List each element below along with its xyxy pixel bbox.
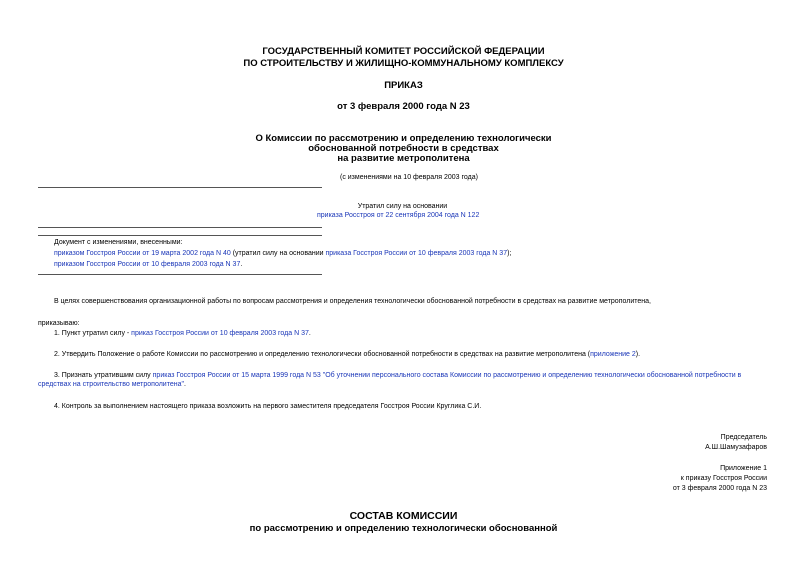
paragraph-link[interactable]: приложение 2 (590, 351, 636, 358)
amendment-item-2 (54, 260, 242, 269)
signature-name: А.Ш.Шамузафаров (705, 444, 767, 451)
document-title-line2: обоснованной потребности в средствах (308, 143, 499, 154)
void-notice-text: Утратил силу на основании (357, 203, 448, 210)
paragraph-3-continued (38, 380, 186, 389)
paragraph-3 (54, 371, 741, 380)
paragraph-1 (54, 329, 311, 338)
agency-name-line1: ГОСУДАРСТВЕННЫЙ КОМИТЕТ РОССИЙСКОЙ ФЕДЕРАЦИИ (262, 46, 545, 57)
divider (38, 227, 322, 228)
paragraph-text: 2. Утвердить Положение о работе Комиссии по рассмотрению и определению технологически обоснованной потребности в средствах на развитие метрополитена ( (54, 351, 591, 358)
paragraph-link[interactable]: средствах на строительство метрополитена" (38, 381, 184, 388)
paragraph-text: 1. Пункт утратил силу - (54, 330, 132, 337)
appendix-title: СОСТАВ КОМИССИИ (349, 510, 458, 522)
divider (38, 235, 322, 236)
divider (38, 274, 322, 275)
signature-role: Председатель (720, 434, 767, 441)
appendix-reference: к приказу Госстроя России (680, 475, 767, 482)
document-date-number: от 3 февраля 2000 года N 23 (337, 101, 470, 112)
amendment-text: (утратил силу на основании (230, 250, 326, 257)
paragraph-link[interactable]: приказ Госстроя России от 10 февраля 2003 года N 37 (131, 330, 309, 337)
appendix-date: от 3 февраля 2000 года N 23 (672, 485, 767, 492)
document-type: ПРИКАЗ (384, 80, 423, 91)
paragraph-text: 3. Признать утратившим силу (54, 372, 153, 379)
amendment-link[interactable]: приказом Госстроя России от 19 марта 2002 года N 40 (54, 250, 231, 257)
agency-name-line2: ПО СТРОИТЕЛЬСТВУ И ЖИЛИЩНО-КОММУНАЛЬНОМУ КОМПЛЕКСУ (243, 58, 564, 69)
paragraph-2 (54, 350, 640, 359)
appendix-subtitle: по рассмотрению и определению технологически обоснованной (249, 523, 558, 534)
amendment-link[interactable]: приказом Госстроя России от 10 февраля 2003 года N 37 (54, 261, 241, 268)
preamble: В целях совершенствования организационной работы по вопросам рассмотрения и определения технологически обоснованной потребности в средствах на развитие метрополитена, (54, 298, 651, 305)
amendment-item-1 (54, 249, 511, 258)
amendment-link[interactable]: приказа Госстроя России от 10 февраля 2003 года N 37 (325, 250, 508, 257)
appendix-label: Приложение 1 (720, 465, 767, 472)
void-notice-link[interactable]: приказа Росстроя от 22 сентября 2004 года N 122 (317, 212, 480, 219)
changes-note: (с изменениями на 10 февраля 2003 года) (340, 174, 478, 181)
document-title-line3: на развитие метрополитена (337, 153, 470, 164)
paragraph-text: . (183, 381, 186, 388)
paragraph-text: . (308, 330, 311, 337)
order-word: приказываю: (38, 320, 80, 327)
paragraph-4: 4. Контроль за выполнением настоящего приказа возложить на первого заместителя председателя Госстроя России Круглика С.И. (54, 403, 482, 410)
document-title-line1: О Комиссии по рассмотрению и определению технологически (255, 133, 552, 144)
paragraph-link[interactable]: приказ Госстроя России от 15 марта 1999 года N 53 "Об уточнении персонального состава Комиссии по рассмотрению и определению технологически обоснованной потребности в (152, 372, 742, 379)
amendment-text: . (240, 261, 243, 268)
paragraph-text: ). (635, 351, 641, 358)
divider (38, 187, 322, 188)
amendment-text: ); (507, 250, 512, 257)
amendments-label: Документ с изменениями, внесенными: (54, 239, 183, 246)
